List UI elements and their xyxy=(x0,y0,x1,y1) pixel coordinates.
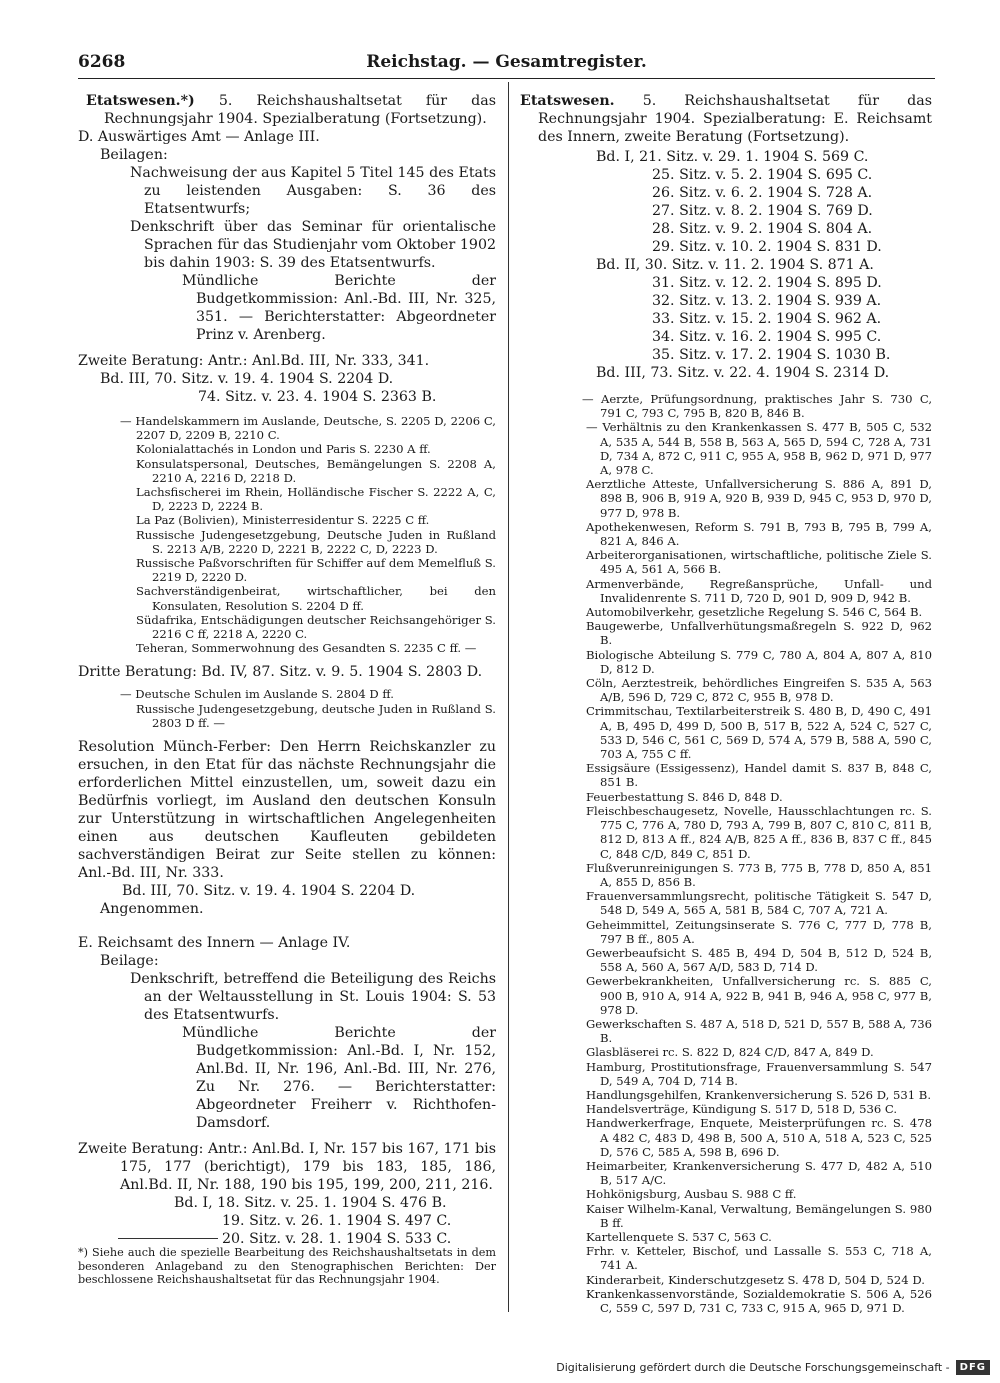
zweite-beratung-d: Zweite Beratung: Antr.: Anl.Bd. III, Nr. 333, 341. xyxy=(78,353,430,369)
sitzung-row: 26. Sitz. v. 6. 2. 1904 S. 728 A. xyxy=(652,185,873,201)
entry-heading-lead: Etatswesen.*) xyxy=(86,93,195,109)
sitzung-row: Bd. I, 21. Sitz. v. 29. 1. 1904 S. 569 C. xyxy=(596,149,869,165)
page-number: 6268 xyxy=(78,52,126,72)
sitzung-d-2: 74. Sitz. v. 23. 4. 1904 S. 2363 B. xyxy=(198,389,437,405)
sub-entry: Russische Judengesetzgebung, Deutsche Juden in Rußland S. 2213 A/B, 2220 D, 2221 B, 2222 C, D, 2223 D. xyxy=(136,527,496,556)
sub-entry: Baugewerbe, Unfallverhütungsmaßregeln S. 922 D, 962 B. xyxy=(586,619,932,648)
footnote-divider xyxy=(118,1238,218,1239)
section-e-title: E. Reichsamt des Innern — Anlage IV. xyxy=(78,935,351,952)
entry-heading-rest: 5. Reichshaushaltsetat für das Rechnungsjahr 1904. Spezialberatung (Fortsetzung). xyxy=(104,93,496,127)
resolution-sitzung: Bd. III, 70. Sitz. v. 19. 4. 1904 S. 2204 D. xyxy=(122,883,416,900)
sub-entry: Aerztliche Atteste, Unfallversicherung S. 886 A, 891 D, 898 B, 906 B, 919 A, 920 B, 939 D, 945 C, 953 D, 970 D, 977 D, 978 B. xyxy=(586,477,932,520)
dfg-logo-icon: DFG xyxy=(956,1360,990,1375)
nachweisung-entry: Nachweisung der aus Kapitel 5 Titel 145 des Etats zu leistenden Ausgaben: S. 36 des Etatsentwurfs; xyxy=(130,165,496,217)
sitzung-e-1: Bd. I, 18. Sitz. v. 25. 1. 1904 S. 476 B. xyxy=(174,1195,447,1212)
sub-entry: Geheimmittel, Zeitungsinserate S. 776 C, 777 D, 778 B, 797 B ff., 805 A. xyxy=(586,917,932,946)
column-divider xyxy=(508,82,509,1312)
sub-entry: Frhr. v. Ketteler, Bischof, und Lassalle S. 553 C, 718 A, 741 A. xyxy=(586,1244,932,1273)
resolution-result: Angenommen. xyxy=(100,901,204,918)
sitzungen-list xyxy=(512,148,932,382)
resolution-text: Resolution Münch-Ferber: Den Herrn Reichskanzler zu ersuchen, in den Etat für das nächste Rechnungsjahr die erforderlichen Mittel einzustellen, um, soweit dazu ein Bedürfnis vorliegt, im Ausland den deutschen Konsuln zur Unterstützung in wirtschaftlichen Angelegenheiten einen aus deutschen Kaufleuten gebildeten sachverständigen Beirat zur Seite stellen zu können: Anl.-Bd. III, Nr. 333. xyxy=(78,739,496,882)
sub-entries-right xyxy=(512,392,932,1315)
sub-entry: Biologische Abteilung S. 779 C, 780 A, 804 A, 807 A, 810 D, 812 D. xyxy=(586,647,932,676)
sub-entry: Heimarbeiter, Krankenversicherung S. 477 D, 482 A, 510 B, 517 A/C. xyxy=(586,1158,932,1188)
beilagen-label: Beilagen: xyxy=(100,147,168,163)
sub-entry: Hamburg, Prostitutionsfrage, Frauenversammlung S. 547 D, 549 A, 704 D, 714 B. xyxy=(586,1059,932,1088)
sitzung-row: 34. Sitz. v. 16. 2. 1904 S. 995 C. xyxy=(652,329,882,345)
sitzung-row: 32. Sitz. v. 13. 2. 1904 S. 939 A. xyxy=(652,293,882,309)
sub-entry: Kinderarbeit, Kinderschutzgesetz S. 478 D, 504 D, 524 D. xyxy=(586,1272,925,1287)
sub-entry: La Paz (Bolivien), Ministerresidentur S. 2225 C ff. xyxy=(136,513,430,528)
sub-entry: Russische Judengesetzgebung, deutsche Juden in Rußland S. 2803 D ff. — xyxy=(136,701,496,730)
sub-entry: Handlungsgehilfen, Krankenversicherung S. 526 D, 531 B. xyxy=(586,1087,932,1102)
right-column xyxy=(512,92,932,1315)
sub-entry: — Deutsche Schulen im Auslande S. 2804 D ff. xyxy=(78,687,496,701)
sub-entry: — Aerzte, Prüfungsordnung, praktisches Jahr S. 730 C, 791 C, 793 C, 795 B, 820 B, 846 B. xyxy=(582,392,932,421)
sub-entry: Russische Paßvorschriften für Schiffer auf dem Memelfluß S. 2219 D, 2220 D. xyxy=(136,556,496,585)
denkschrift-e-entry: Denkschrift, betreffend die Beteiligung des Reichs an der Weltausstellung in St. Louis 1904: S. 53 des Etatsentwurfs. xyxy=(130,971,496,1024)
sub-entry: Frauenversammlungsrecht, politische Tätigkeit S. 547 D, 548 D, 549 A, 565 A, 581 B, 584 C, 707 A, 721 A. xyxy=(586,889,932,918)
footer-credit: Digitalisierung gefördert durch die Deutsche Forschungsgemeinschaft - xyxy=(556,1361,950,1374)
sitzung-row: 31. Sitz. v. 12. 2. 1904 S. 895 D. xyxy=(652,275,882,291)
sub-entry: Gewerbeaufsicht S. 485 B, 494 D, 504 B, 512 D, 524 B, 558 A, 560 A, 567 A/D, 583 D, 714 D. xyxy=(586,945,932,975)
sitzung-row: 35. Sitz. v. 17. 2. 1904 S. 1030 B. xyxy=(652,347,891,363)
entry-heading xyxy=(78,92,496,128)
dritte-beratung-d: Dritte Beratung: Bd. IV, 87. Sitz. v. 9. 5. 1904 S. 2803 D. xyxy=(78,664,483,681)
sub-entry: Hohkönigsburg, Ausbau S. 988 C ff. xyxy=(586,1187,797,1202)
sitzung-row: Bd. II, 30. Sitz. v. 11. 2. 1904 S. 871 A. xyxy=(596,257,874,273)
zweite-beratung-e: Zweite Beratung: Antr.: Anl.Bd. I, Nr. 157 bis 167, 171 bis 175, 177 (berichtigt), 179 bis 183, 185, 186, Anl.Bd. II, Nr. 188, 190 bis 195, 199, 200, 211, 216. xyxy=(78,1141,496,1194)
page-footer xyxy=(556,1360,990,1375)
sub-entry: Südafrika, Entschädigungen deutscher Reichsangehöriger S. 2216 C ff, 2218 A, 2220 C. xyxy=(136,612,496,642)
sub-entry: Essigsäure (Essigessenz), Handel damit S. 837 B, 848 C, 851 B. xyxy=(586,761,932,790)
sub-entry: Teheran, Sommerwohnung des Gesandten S. 2235 C ff. — xyxy=(136,641,477,656)
sub-entry: Kolonialattachés in London und Paris S. 2230 A ff. xyxy=(136,442,431,457)
denkschrift-entry: Denkschrift über das Seminar für orientalische Sprachen für das Studienjahr vom Oktober 1902 bis dahin 1903: S. 39 des Etatsentwurfs. xyxy=(130,219,496,271)
sub-entry: Glasbläserei rc. S. 822 D, 824 C/D, 847 A, 849 D. xyxy=(586,1045,874,1060)
muendliche-berichte-e: Mündliche Berichte der Budgetkommission: Anl.-Bd. I, Nr. 152, Anl.Bd. II, Nr. 196, Anl.-Bd. III, Nr. 276, Zu Nr. 276. — Berichterstatter: Abgeordneter Freiherr v. Richthofen-Damsdorf. xyxy=(182,1025,496,1132)
sitzung-row: 27. Sitz. v. 8. 2. 1904 S. 769 D. xyxy=(652,203,873,219)
sub-entry: Feuerbestattung S. 846 D, 848 D. xyxy=(586,789,783,804)
sub-entry: Lachsfischerei im Rhein, Holländische Fischer S. 2222 A, C, D, 2223 D, 2224 B. xyxy=(136,485,496,514)
sitzung-row: 33. Sitz. v. 15. 2. 1904 S. 962 A. xyxy=(652,311,882,327)
sitzung-e-3: 20. Sitz. v. 28. 1. 1904 S. 533 C. xyxy=(222,1231,452,1248)
sub-entry: — Verhältnis zu den Krankenkassen S. 477 B, 505 C, 532 A, 535 A, 544 B, 558 B, 563 A, 565 D, 594 C, 728 A, 731 D, 734 A, 872 C, 911 C, 955 A, 958 B, 962 D, 971 D, 977 A, 978 C. xyxy=(586,420,932,478)
sitzung-row: 29. Sitz. v. 10. 2. 1904 S. 831 D. xyxy=(652,239,882,255)
footnote: *) Siehe auch die spezielle Bearbeitung des Reichshaushaltsetats in dem besonderen Anlageband zu den Stenographischen Berichten: Der beschlossene Reichshaushaltsetat für das Rechnungsjahr 1904. xyxy=(78,1246,496,1287)
left-column xyxy=(78,92,496,1248)
sitzung-row: 28. Sitz. v. 9. 2. 1904 S. 804 A. xyxy=(652,221,873,237)
sub-entry: Gewerbekrankheiten, Unfallversicherung rc. S. 885 C, 900 B, 910 A, 914 A, 922 B, 941 B, 946 A, 958 C, 977 B, 978 D. xyxy=(586,974,932,1017)
sub-entry: Crimmitschau, Textilarbeiterstreik S. 480 B, D, 490 C, 491 A, B, 495 D, 499 D, 500 B, 517 B, 522 A, 524 C, 527 C, 533 D, 546 C, 561 C, 569 D, 574 A, 579 B, 588 A, 590 C, 703 A, 755 C ff. xyxy=(586,704,932,762)
entry-heading-lead: Etatswesen. xyxy=(520,93,615,109)
sub-entry: — Handelskammern im Auslande, Deutsche, S. 2205 D, 2206 C, 2207 D, 2209 B, 2210 C. xyxy=(78,414,496,442)
sub-entry: Gewerkschaften S. 487 A, 518 D, 521 D, 557 B, 588 A, 736 B. xyxy=(586,1016,932,1046)
sub-entry-text: Aerzte, Prüfungsordnung, praktisches Jahr S. 730 C, 791 C, 793 C, 795 B, 820 B, 846 B. xyxy=(600,392,932,421)
sub-entries-d3 xyxy=(78,687,496,730)
sub-entry: Fleischbeschaugesetz, Novelle, Hausschlachtungen rc. S. 775 C, 776 A, 780 D, 793 A, 799 B, 807 C, 810 C, 811 B, 812 D, 813 A ff., 824 A/B, 825 A ff., 836 B, 837 C ff., 845 C, 848 C/D, 849 C, 851 D. xyxy=(586,803,932,861)
sub-entry: Handelsverträge, Kündigung S. 517 D, 518 D, 536 C. xyxy=(586,1102,898,1117)
sub-entry: Apothekenwesen, Reform S. 791 B, 793 B, 795 B, 799 A, 821 A, 846 A. xyxy=(586,519,932,549)
sub-entry: Armenverbände, Regreßansprüche, Unfall- und Invalidenrente S. 711 D, 720 D, 901 D, 909 D, 942 B. xyxy=(586,576,932,605)
muendliche-berichte-d: Mündliche Berichte der Budgetkommission: Anl.-Bd. III, Nr. 325, 351. — Berichterstatter: Abgeordneter Prinz v. Arenberg. xyxy=(182,273,496,343)
sitzung-row: 25. Sitz. v. 5. 2. 1904 S. 695 C. xyxy=(652,167,873,183)
sub-entry: Handwerkerfrage, Enquete, Meisterprüfungen rc. S. 478 A 482 C, 483 D, 498 B, 500 A, 510 A, 518 A, 523 C, 525 D, 576 C, 585 A, 598 B, 696 D. xyxy=(586,1116,932,1159)
sub-entry: Kartellenquete S. 537 C, 563 C. xyxy=(586,1229,772,1244)
page-header xyxy=(78,48,935,79)
sub-entry: Krankenkassenvorstände, Sozialdemokratie S. 506 A, 526 C, 559 C, 597 D, 731 C, 733 C, 915 A, 965 D, 971 D. xyxy=(586,1286,932,1315)
sub-entry: Automobilverkehr, gesetzliche Regelung S. 546 C, 564 B. xyxy=(586,605,923,620)
sub-entry: Sachverständigenbeirat, wirtschaftlicher, bei den Konsulaten, Resolution S. 2204 D ff. xyxy=(136,584,496,613)
running-title: Reichstag. — Gesamtregister. xyxy=(366,52,647,72)
sitzung-d-1: Bd. III, 70. Sitz. v. 19. 4. 1904 S. 2204 D. xyxy=(100,371,394,387)
sub-entry: Cöln, Aerztestreik, behördliches Eingreifen S. 535 A, 563 A/B, 596 D, 729 C, 872 C, 955 B, 978 D. xyxy=(586,676,932,705)
sitzung-row: Bd. III, 73. Sitz. v. 22. 4. 1904 S. 2314 D. xyxy=(596,365,890,381)
sub-entry: Kaiser Wilhelm-Kanal, Verwaltung, Bemängelungen S. 980 B ff. xyxy=(586,1201,932,1230)
sub-entry: Konsulatspersonal, Deutsches, Bemängelungen S. 2208 A, 2210 A, 2216 D, 2218 D. xyxy=(136,456,496,485)
sub-entry: Flußverunreinigungen S. 773 B, 775 B, 778 D, 850 A, 851 A, 855 D, 856 B. xyxy=(586,860,932,889)
entry-heading-rest: 5. Reichshaushaltsetat für das Rechnungsjahr 1904. Spezialberatung: E. Reichsamt des Innern, zweite Beratung (Fortsetzung). xyxy=(538,93,932,145)
sub-entries-d xyxy=(78,414,496,655)
section-d-title: D. Auswärtiges Amt — Anlage III. xyxy=(78,129,320,145)
sub-entry: Arbeiterorganisationen, wirtschaftliche, politische Ziele S. 495 A, 561 A, 566 B. xyxy=(586,548,932,577)
entry-heading xyxy=(512,92,932,146)
beilage-label: Beilage: xyxy=(100,953,159,970)
sitzung-e-2: 19. Sitz. v. 26. 1. 1904 S. 497 C. xyxy=(222,1213,452,1230)
